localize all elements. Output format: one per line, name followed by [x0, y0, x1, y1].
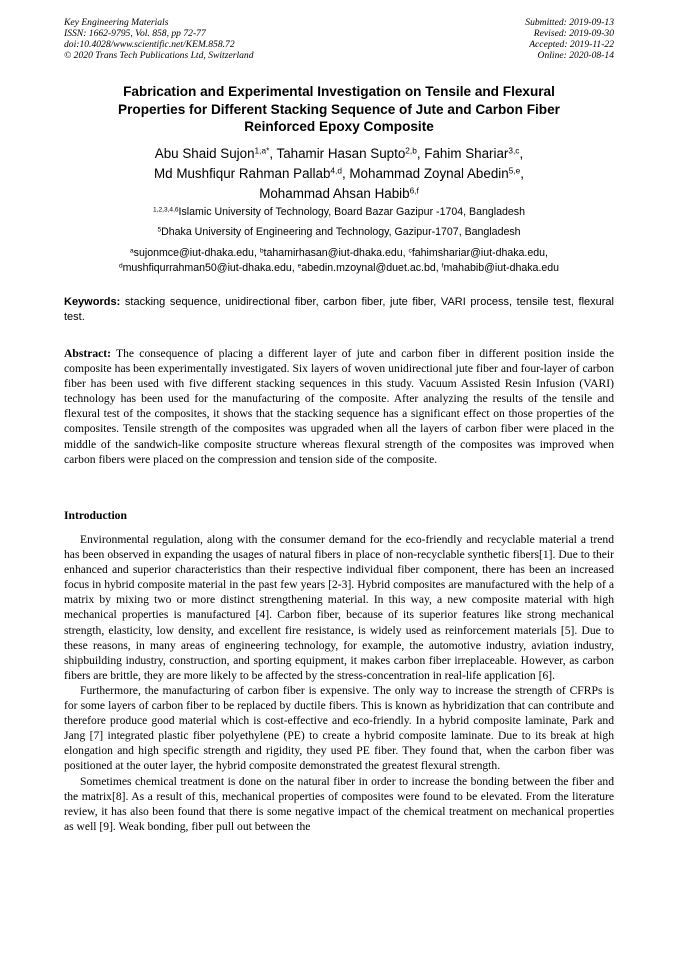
- title-line: Fabrication and Experimental Investigation on Tensile and Flexural: [123, 84, 555, 99]
- author-name: Mohammad Ahsan Habib: [259, 186, 410, 201]
- dates-header: [525, 17, 614, 61]
- introduction-body: [64, 532, 614, 834]
- author-name: Abu Shaid Sujon: [154, 146, 255, 161]
- author-name: Fahim Shariar: [424, 146, 509, 161]
- email-mark: d: [118, 262, 123, 270]
- title-line: Reinforced Epoxy Composite: [244, 119, 434, 134]
- author-affil-mark: 6,f: [409, 185, 419, 196]
- author-separator: ,: [341, 166, 350, 181]
- author-name: Md Mushfiqur Rahman Pallab: [154, 166, 331, 181]
- section-heading-introduction: Introduction: [64, 509, 127, 522]
- doi: doi:10.4028/www.scientific.net/KEM.858.72: [64, 39, 235, 50]
- affiliation-text: Islamic University of Technology, Board Bazar Gazipur -1704, Bangladesh: [178, 206, 525, 218]
- title-line: Properties for Different Stacking Sequence of Jute and Carbon Fiber: [118, 101, 560, 117]
- affiliation-text: Dhaka University of Engineering and Technology, Gazipur-1707, Bangladesh: [161, 226, 521, 238]
- abstract: [64, 346, 614, 467]
- keywords-text: stacking sequence, unidirectional fiber, carbon fiber, jute fiber, VARI process, tensile test, flexural test.: [64, 296, 614, 323]
- author-separator: ,: [519, 146, 524, 161]
- email-line: [64, 261, 614, 276]
- author-separator: ,: [520, 166, 524, 181]
- paragraph: Furthermore, the manufacturing of carbon fiber is expensive. The only way to increase the strength of CFRPs is for some layers of carbon fiber to be replaced by ductile fibers. This is known as hybridization that can contribute and therefore produce good material which is cost-effective and eco-friendly. In a hybrid composite laminate, Park and Jang [7] integrated plastic fiber polyethylene (PE) to create a hybrid composite laminate. Due to its break at high elongation and high specific strength and rigidity, they used PE fiber. They found that, when the carbon fiber was positioned at the outer layer, the hybrid composite demonstrated the greatest flexural strength.: [64, 683, 614, 773]
- email-line: [64, 246, 614, 261]
- accepted-date: Accepted: 2019-11-22: [529, 39, 614, 50]
- paragraph: Sometimes chemical treatment is done on the natural fiber in order to increase the bonding between the fiber and the matrix[8]. As a result of this, mechanical properties of composites were found to be elevated. From the literature review, it has also been found that there is some negative impact of the chemical treatment on mechanical properties as well [9]. Weak bonding, fiber pull out between the: [64, 774, 614, 833]
- abstract-label: Abstract:: [64, 347, 112, 360]
- submitted-date: Submitted: 2019-09-13: [525, 17, 614, 28]
- author-list: [64, 144, 614, 204]
- author-name: Mohammad Zoynal Abedin: [349, 166, 509, 181]
- email-list: [64, 246, 614, 276]
- email-address: fahimshariar@iut-dhaka.edu,: [411, 247, 548, 259]
- author-affil-mark: 2,b: [405, 145, 417, 156]
- author-line: [64, 144, 614, 164]
- abstract-text: The consequence of placing a different layer of jute and carbon fiber in different position inside the composite has been experimentally investigated. Six layers of woven unidirectional jute fiber and four-layer of carbon fiber has been used with five different stacking sequences in this study. Vacuum Assisted Resin Infusion (VARI) technology has been used for the manufacturing of the composite. After analyzing the results of the tensile and flexural test of the composites, it shows that the stacking sequence has a significant effect on those properties of the composites. Tensile strength of the composites was upgraded when all the layers of carbon fiber were placed in the middle of the sandwich-like composite structure whereas flexural strength of the composites was improved when carbon fibers were placed on the compression and tension side of the composite.: [64, 347, 614, 466]
- revised-date: Revised: 2019-09-30: [533, 28, 614, 39]
- email-mark: f: [441, 262, 444, 270]
- email-mark: c: [408, 247, 412, 255]
- affiliation: [64, 226, 614, 238]
- affiliation-mark: 5: [157, 226, 162, 234]
- author-separator: ,: [269, 146, 277, 161]
- keywords: [64, 295, 614, 325]
- author-name: Tahamir Hasan Supto: [276, 146, 406, 161]
- keywords-label: Keywords:: [64, 296, 121, 308]
- paragraph: Environmental regulation, along with the consumer demand for the eco-friendly and recyclable material a trend has been observed in expanding the usages of natural fibers in place of non-recyclable synthetic fibers[1]. Due to their enhanced and superior characteristics than their respective individual fiber component, there has been an increased focus in hybrid composite material in the past few years [2-3]. Hybrid composites are manufactured with the help of a matrix by mixing two or more distinct strengthening material. In this way, a new composite material with high mechanical properties is manufactured [4]. Carbon fiber, because of its superior features like strong mechanical strength, elasticity, low density, and excellent fire resistance, is widely used as reinforcement materials [5]. Due to these reasons, in many areas of engineering technology, for example, the automotive industry, aviation industry, shipbuilding industry, construction, and sporting equipment, it makes carbon fiber irreplaceable. However, as carbon fibers are brittle, they are more likely to be affected by the stress-concentration in real-life application [6].: [64, 533, 614, 682]
- author-affil-mark: 3,c: [508, 145, 520, 156]
- issn: ISSN: 1662-9795, Vol. 858, pp 72-77: [64, 28, 206, 39]
- journal-header: [64, 17, 254, 61]
- email-mark: b: [259, 247, 264, 255]
- author-separator: ,: [416, 146, 425, 161]
- author-affil-mark: 1,a*: [254, 145, 270, 156]
- copyright: © 2020 Trans Tech Publications Ltd, Switzerland: [64, 50, 254, 61]
- author-line: [64, 184, 614, 204]
- email-address: tahamirhasan@iut-dhaka.edu,: [263, 247, 409, 259]
- journal-name: Key Engineering Materials: [64, 17, 169, 28]
- online-date: Online: 2020-08-14: [537, 50, 614, 61]
- email-mark: a: [130, 247, 134, 255]
- affiliation: [64, 206, 614, 218]
- author-affil-mark: 5,e: [508, 165, 521, 176]
- paper-title: [64, 83, 614, 136]
- email-address: mahabib@iut-dhaka.edu: [443, 262, 560, 274]
- author-line: [64, 164, 614, 184]
- email-address: mushfiqurrahman50@iut-dhaka.edu,: [122, 262, 298, 274]
- affiliation-mark: 1,2,3,4,6: [153, 206, 179, 214]
- email-mark: e: [297, 262, 302, 270]
- author-affil-mark: 4,d: [330, 165, 342, 176]
- email-address: abedin.mzoynal@duet.ac.bd,: [301, 262, 442, 274]
- email-address: sujonmce@iut-dhaka.edu,: [133, 247, 260, 259]
